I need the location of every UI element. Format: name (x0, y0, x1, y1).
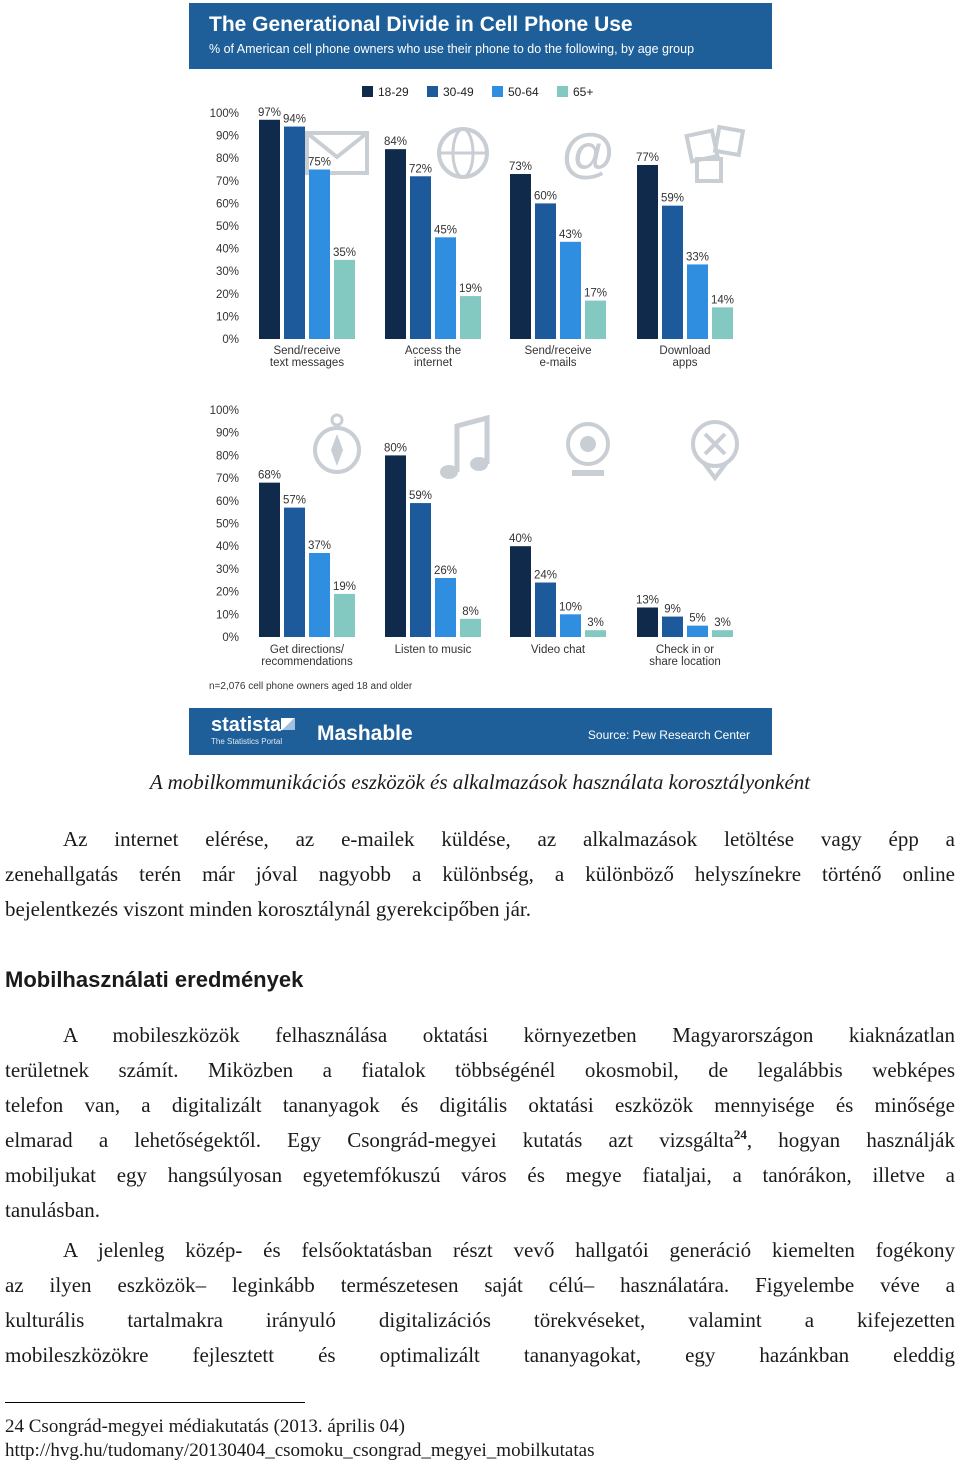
data-label: 77% (635, 151, 660, 164)
data-label: 72% (408, 163, 433, 176)
data-label: 3% (714, 617, 731, 630)
source-text: Source: Pew Research Center (587, 728, 750, 742)
bar (687, 264, 708, 339)
bar (585, 630, 606, 637)
text-line: bejelentkezés viszont minden korosztálynál gyerekcipőben jár. (5, 897, 531, 921)
bar (435, 237, 456, 339)
y-tick-label: 0% (222, 334, 239, 346)
bar (385, 149, 406, 339)
section-heading: Mobilhasználati eredmények (5, 967, 304, 992)
text-line: tanulásban. (5, 1198, 101, 1222)
legend-swatch (362, 86, 373, 97)
legend-swatch (557, 86, 568, 97)
data-label: 13% (635, 594, 660, 607)
data-label: 45% (433, 224, 458, 237)
data-label: 80% (383, 442, 408, 455)
chart-area (189, 3, 772, 708)
compass-icon (315, 415, 359, 472)
bar (662, 617, 683, 637)
text-line: Az internet elérése, az e-mailek küldése, az alkalmazások letöltése vagy épp a (63, 827, 955, 851)
bar (637, 165, 658, 339)
footnote-ref[interactable]: 24 (733, 1127, 747, 1142)
y-tick-label: 70% (215, 473, 239, 486)
bar (259, 120, 280, 339)
data-label: 84% (383, 136, 408, 149)
category-label: share location (649, 656, 721, 668)
bar (662, 206, 683, 339)
category-label: Download (659, 345, 711, 357)
y-tick-label: 40% (215, 541, 239, 554)
bar (510, 174, 531, 339)
text-line: A mobileszközök felhasználása oktatási környezetben Magyarországon kiaknázatlan (63, 1023, 955, 1047)
text-line: területnek számít. Miközben a fiatalok többségénél okosmobil, de legalábbis webképes (5, 1058, 955, 1082)
location-pin-icon (693, 422, 737, 478)
category-label: Check in or (655, 644, 715, 656)
mashable-logo: Mashable (317, 722, 413, 745)
text-fragment: , hogyan használják (746, 1128, 955, 1152)
category-label: Send/receive (273, 345, 341, 357)
data-label: 60% (533, 190, 558, 203)
figure-caption: A mobilkommunikációs eszközök és alkalmazások használata korosztályonként (149, 770, 811, 794)
bar (460, 619, 481, 637)
legend-swatch (492, 86, 503, 97)
bar (637, 607, 658, 637)
y-tick-label: 20% (215, 586, 239, 599)
text-fragment: elmarad a lehetőségektől. Egy Csongrád-megyei kutatás azt vizsgálta (5, 1128, 734, 1152)
paragraph-1 (5, 822, 955, 927)
text-line: mobileszközökre fejlesztett és optimalizált tananyagokat, egy hazánkban eleddig (5, 1343, 955, 1367)
footnote-divider (5, 1402, 305, 1403)
text-line: az ilyen eszközök– leginkább természetesen saját célú– használatára. Figyelembe véve a (5, 1273, 955, 1297)
data-label: 3% (587, 617, 604, 630)
bar (687, 626, 708, 637)
bar (309, 553, 330, 637)
bar (560, 242, 581, 339)
text-line: mobiljukat egy hangsúlyosan egyetemfókuszú város és megye fiataljai, a tanórákon, illetve a (5, 1163, 955, 1187)
bar (712, 307, 733, 339)
infographic (189, 3, 772, 755)
category-label: text messages (269, 357, 345, 369)
data-label: 37% (307, 540, 332, 553)
y-tick-label: 60% (215, 198, 239, 211)
data-label: 17% (583, 287, 608, 300)
data-label: 75% (307, 156, 332, 169)
legend-label: 30-49 (443, 85, 474, 99)
legend (362, 85, 593, 99)
data-label: 73% (508, 161, 533, 174)
chart-bottom (210, 405, 737, 668)
bar (460, 296, 481, 339)
data-label: 19% (332, 580, 357, 593)
webcam-icon (568, 424, 608, 476)
data-label: 97% (257, 106, 282, 119)
y-tick-label: 80% (215, 153, 239, 166)
infographic-title: The Generational Divide in Cell Phone Use (209, 13, 633, 36)
bar (309, 170, 330, 340)
y-tick-label: 90% (215, 130, 239, 143)
statista-logo: statista (211, 714, 282, 736)
text-line: kulturális tartalmakra irányuló digitalizációs törekvéseket, valamint a kifejezetten (5, 1308, 955, 1332)
bar (334, 260, 355, 339)
at-sign-icon (562, 123, 615, 183)
music-note-icon (440, 418, 488, 479)
y-tick-label: 10% (215, 609, 239, 622)
bar (410, 503, 431, 637)
category-label: apps (672, 357, 698, 369)
bar (585, 301, 606, 339)
bar (535, 583, 556, 637)
y-tick-label: 10% (215, 311, 239, 324)
category-label: Get directions/ (269, 644, 345, 656)
data-label: 35% (332, 246, 357, 259)
y-tick-label: 100% (209, 405, 239, 417)
y-tick-label: 30% (215, 563, 239, 576)
category-label: Access the (404, 345, 462, 357)
data-label: 33% (685, 251, 710, 264)
bar (560, 614, 581, 637)
y-tick-label: 50% (215, 221, 239, 233)
y-tick-label: 40% (215, 243, 239, 256)
bar (410, 176, 431, 339)
text-line: A jelenleg közép- és felsőoktatásban részt vevő hallgatói generáció kiemelten fogékony (63, 1238, 955, 1262)
data-label: 94% (282, 113, 307, 126)
sample-note: n=2,076 cell phone owners aged 18 and older (209, 681, 413, 692)
data-label: 26% (433, 564, 458, 577)
category-label: Video chat (530, 644, 586, 656)
legend-label: 50-64 (508, 85, 539, 99)
infographic-footer (189, 708, 772, 755)
category-label: internet (413, 357, 453, 369)
bar (535, 203, 556, 339)
bar (712, 630, 733, 637)
data-label: 5% (689, 612, 706, 625)
data-label: 14% (710, 294, 735, 307)
statista-flag-icon (281, 718, 295, 730)
bar (435, 578, 456, 637)
data-label: 57% (282, 494, 307, 507)
y-tick-label: 70% (215, 175, 239, 188)
bar (284, 127, 305, 339)
y-tick-label: 60% (215, 495, 239, 508)
y-tick-label: 100% (209, 108, 239, 120)
data-label: 8% (462, 605, 479, 618)
category-label: Send/receive (524, 345, 592, 357)
legend-label: 18-29 (378, 85, 409, 99)
apps-icon (687, 127, 743, 181)
footnote-text: 24 Csongrád-megyei médiakutatás (2013. április 04) (5, 1416, 405, 1437)
bar (385, 455, 406, 637)
data-label: 43% (558, 228, 583, 241)
bar (510, 546, 531, 637)
legend-swatch (427, 86, 438, 97)
chart-top (210, 107, 743, 369)
svg-text:@: @ (561, 123, 615, 183)
category-label: Listen to music (394, 644, 472, 656)
text-line-with-footnote (5, 1123, 955, 1158)
data-label: 10% (558, 601, 583, 614)
y-tick-label: 90% (215, 427, 239, 440)
infographic-subtitle: % of American cell phone owners who use their phone to do the following, by age group (209, 42, 695, 56)
paragraph-2 (5, 1018, 955, 1228)
data-label: 24% (533, 569, 558, 582)
data-label: 40% (508, 533, 533, 546)
text-line: zenehallgatás terén már jóval nagyobb a különbség, a különböző helyszínekre történő online (5, 862, 955, 886)
y-tick-label: 30% (215, 266, 239, 279)
y-tick-label: 0% (222, 632, 239, 644)
data-label: 9% (664, 603, 681, 616)
footnote-link[interactable]: http://hvg.hu/tudomany/20130404_csomoku_csongrad_megyei_mobilkutatas (5, 1440, 595, 1461)
category-label: e-mails (539, 357, 577, 369)
text-line: telefon van, a digitalizált tananyagok és digitális oktatási eszközök mennyisége és minősége (5, 1093, 955, 1117)
data-label: 19% (458, 283, 483, 296)
y-tick-label: 80% (215, 450, 239, 463)
data-label: 59% (660, 192, 685, 205)
paragraph-3 (5, 1233, 955, 1373)
bar (284, 508, 305, 637)
bar (334, 594, 355, 637)
bar (259, 483, 280, 637)
data-label: 68% (257, 469, 282, 482)
y-tick-label: 50% (215, 518, 239, 531)
category-label: recommendations (261, 656, 353, 668)
data-label: 59% (408, 490, 433, 503)
globe-icon (439, 129, 487, 177)
statista-subtitle: The Statistics Portal (211, 737, 283, 746)
legend-label: 65+ (573, 85, 594, 99)
y-tick-label: 20% (215, 288, 239, 301)
